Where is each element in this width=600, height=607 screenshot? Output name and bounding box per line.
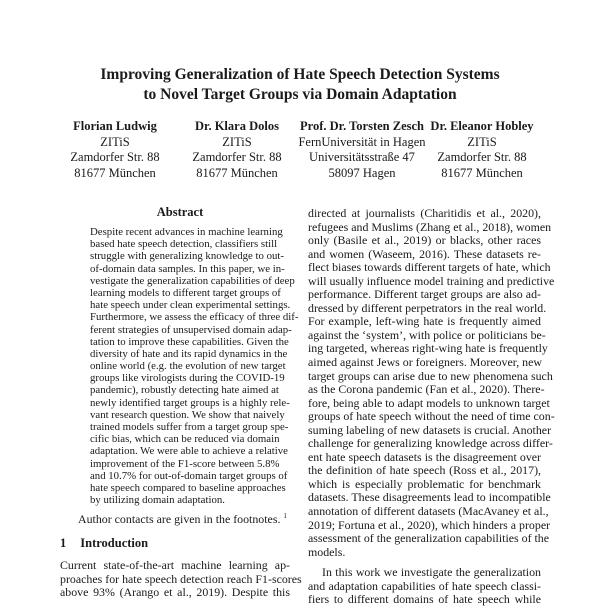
abstract bbox=[90, 205, 299, 507]
text-line: target groups can arise due to new phenomena such bbox=[308, 368, 553, 383]
author-name: Dr. Klara Dolos bbox=[195, 119, 279, 133]
text-line: fiers to different domains of hate speech while bbox=[308, 592, 541, 607]
text-line: ent hate speech datasets is the disagreement over bbox=[308, 449, 541, 464]
author-street: Zamdorfer Str. 88 bbox=[70, 150, 160, 164]
author-affiliation: ZITiS bbox=[100, 134, 130, 149]
author-street: Universitätsstraße 47 bbox=[309, 150, 415, 164]
text-line: against the ‘system’, with police or politicians be- bbox=[308, 327, 546, 342]
text-line: and women (Waseem, 2016). These datasets re- bbox=[308, 246, 541, 261]
footnote-marker: 1 bbox=[283, 512, 287, 521]
author-name: Dr. Eleanor Hobley bbox=[430, 119, 534, 133]
text-line: will usually influence model training and predictive bbox=[308, 273, 555, 288]
text-line: models. bbox=[308, 544, 346, 559]
text-line: only (Basile et al., 2019) or blacks, other races bbox=[308, 233, 541, 248]
author-name: Florian Ludwig bbox=[73, 119, 157, 133]
author-affiliation: FernUniversität in Hagen bbox=[298, 134, 426, 149]
author-street: Zamdorfer Str. 88 bbox=[192, 150, 282, 164]
text-line: vant research question. We show that naively bbox=[90, 408, 285, 421]
text-line: performance. Different target groups are also ad- bbox=[308, 287, 541, 302]
text-line: ing targeted, whereas right-wing hate is frequently bbox=[308, 341, 548, 356]
paper-title-line-1: Improving Generalization of Hate Speech Detection Systems bbox=[100, 66, 500, 83]
text-line: as the Corona pandemic (Fan et al., 2020). There- bbox=[308, 382, 545, 397]
text-line: which is especially problematic for benchmark bbox=[308, 476, 541, 491]
author-city: 81677 München bbox=[441, 165, 523, 180]
text-line: annotation of different datasets (MacAvaney et al., bbox=[308, 504, 549, 519]
author bbox=[167, 119, 307, 181]
text-line: challenge for generalizing knowledge across differ- bbox=[308, 436, 553, 451]
text-line: For example, left-wing hate is frequently aimed bbox=[308, 314, 541, 329]
author bbox=[45, 119, 185, 181]
text-line: improvement of the F1-score between 5.8% bbox=[90, 457, 280, 470]
introduction-text bbox=[60, 558, 302, 600]
author-contacts-text: Author contacts are given in the footnotes. bbox=[78, 512, 281, 526]
text-line: aimed against Jews or foreigners. Moreover, new bbox=[308, 355, 542, 370]
paper-title-line-2: to Novel Target Groups via Domain Adaptation bbox=[143, 86, 457, 103]
text-line: Furthermore, we assess the efficacy of three dif- bbox=[90, 311, 299, 324]
text-line: dressed by different perpetrators in the real world. bbox=[308, 300, 547, 315]
text-line: based hate speech detection, classifiers still bbox=[90, 238, 278, 251]
author-contacts-note bbox=[78, 512, 287, 527]
section-number: 1 bbox=[60, 536, 67, 550]
text-line: groups of hate speech without the need of time con- bbox=[308, 409, 555, 424]
text-line: above 93% (Arango et al., 2019). Despite this bbox=[60, 585, 290, 600]
text-line: tation to improve these capabilities. Given the bbox=[90, 335, 289, 348]
text-line: and 10.7% for out-of-domain target groups of bbox=[90, 469, 288, 482]
author-city: 81677 München bbox=[196, 165, 278, 180]
text-line: hate speech under clean experimental settings. bbox=[90, 299, 291, 312]
section-heading-introduction bbox=[60, 536, 148, 551]
text-line: Current state-of-the-art machine learning ap- bbox=[60, 558, 290, 572]
text-line: hate speech compared to baseline approaches bbox=[90, 481, 286, 494]
text-line: adaptation. We were able to achieve a relative bbox=[90, 445, 288, 458]
text-line: learning models to different target groups of bbox=[90, 286, 281, 299]
section-title: Introduction bbox=[80, 536, 149, 550]
text-line: struggle with generalizing knowledge to out- bbox=[90, 250, 284, 263]
text-line: by utilizing domain adaptation. bbox=[90, 494, 225, 507]
author-name: Prof. Dr. Torsten Zesch bbox=[300, 119, 424, 133]
text-line: In this work we investigate the generalization bbox=[322, 565, 541, 580]
text-line: cific bias, which can be reduced via domain bbox=[90, 433, 280, 446]
text-line: datasets. These disagreements lead to incompatible bbox=[308, 490, 551, 505]
text-line: ferent strategies of unsupervised domain adap- bbox=[90, 323, 292, 336]
abstract-heading: Abstract bbox=[156, 205, 204, 219]
author-city: 81677 München bbox=[74, 165, 156, 180]
text-line: suming labeling of new datasets is crucial. Another bbox=[308, 422, 552, 437]
text-line: pandemic), robustly detecting hate aimed at bbox=[90, 384, 279, 397]
text-line: trained models suffer from a target group spe- bbox=[90, 421, 289, 433]
text-line: assessment of the generalization capabilities of the bbox=[308, 531, 550, 546]
text-line: Despite recent advances in machine learning bbox=[90, 226, 283, 238]
right-column-text bbox=[308, 206, 555, 607]
text-line: of-domain data samples. In this paper, we in- bbox=[90, 262, 285, 275]
author-affiliation: ZITiS bbox=[222, 134, 252, 149]
text-line: refugees and Muslims (Zhang et al., 2018), women bbox=[308, 219, 552, 234]
author-street: Zamdorfer Str. 88 bbox=[437, 150, 527, 164]
text-line: 2019; Fortuna et al., 2020), which hinders a proper bbox=[308, 517, 551, 532]
text-line: the definition of hate speech (Ross et al., 2017), bbox=[308, 463, 541, 478]
text-line: online world (e.g. the evolution of new target bbox=[90, 360, 286, 373]
text-line: proaches for hate speech detection reach F1-scores bbox=[60, 571, 302, 586]
author-city: 58097 Hagen bbox=[328, 165, 396, 180]
text-line: newly identified target groups is a highly rele- bbox=[90, 396, 290, 409]
author-affiliation: ZITiS bbox=[467, 134, 497, 149]
text-line: vestigate the generalization capabilities of deep bbox=[90, 274, 295, 287]
text-line: flect biases towards different targets of hate, which bbox=[308, 260, 551, 275]
author bbox=[292, 119, 432, 181]
text-line: fore, being able to adapt models to unknown target bbox=[308, 395, 550, 410]
text-line: groups like virologists during the COVID-19 bbox=[90, 372, 285, 385]
text-line: directed at journalists (Charitidis et al., 2020), bbox=[308, 206, 541, 220]
author bbox=[412, 119, 552, 181]
text-line: diversity of hate and its rapid dynamics in the bbox=[90, 347, 288, 360]
text-line: and adaptation capabilities of hate speech classi- bbox=[308, 578, 541, 593]
